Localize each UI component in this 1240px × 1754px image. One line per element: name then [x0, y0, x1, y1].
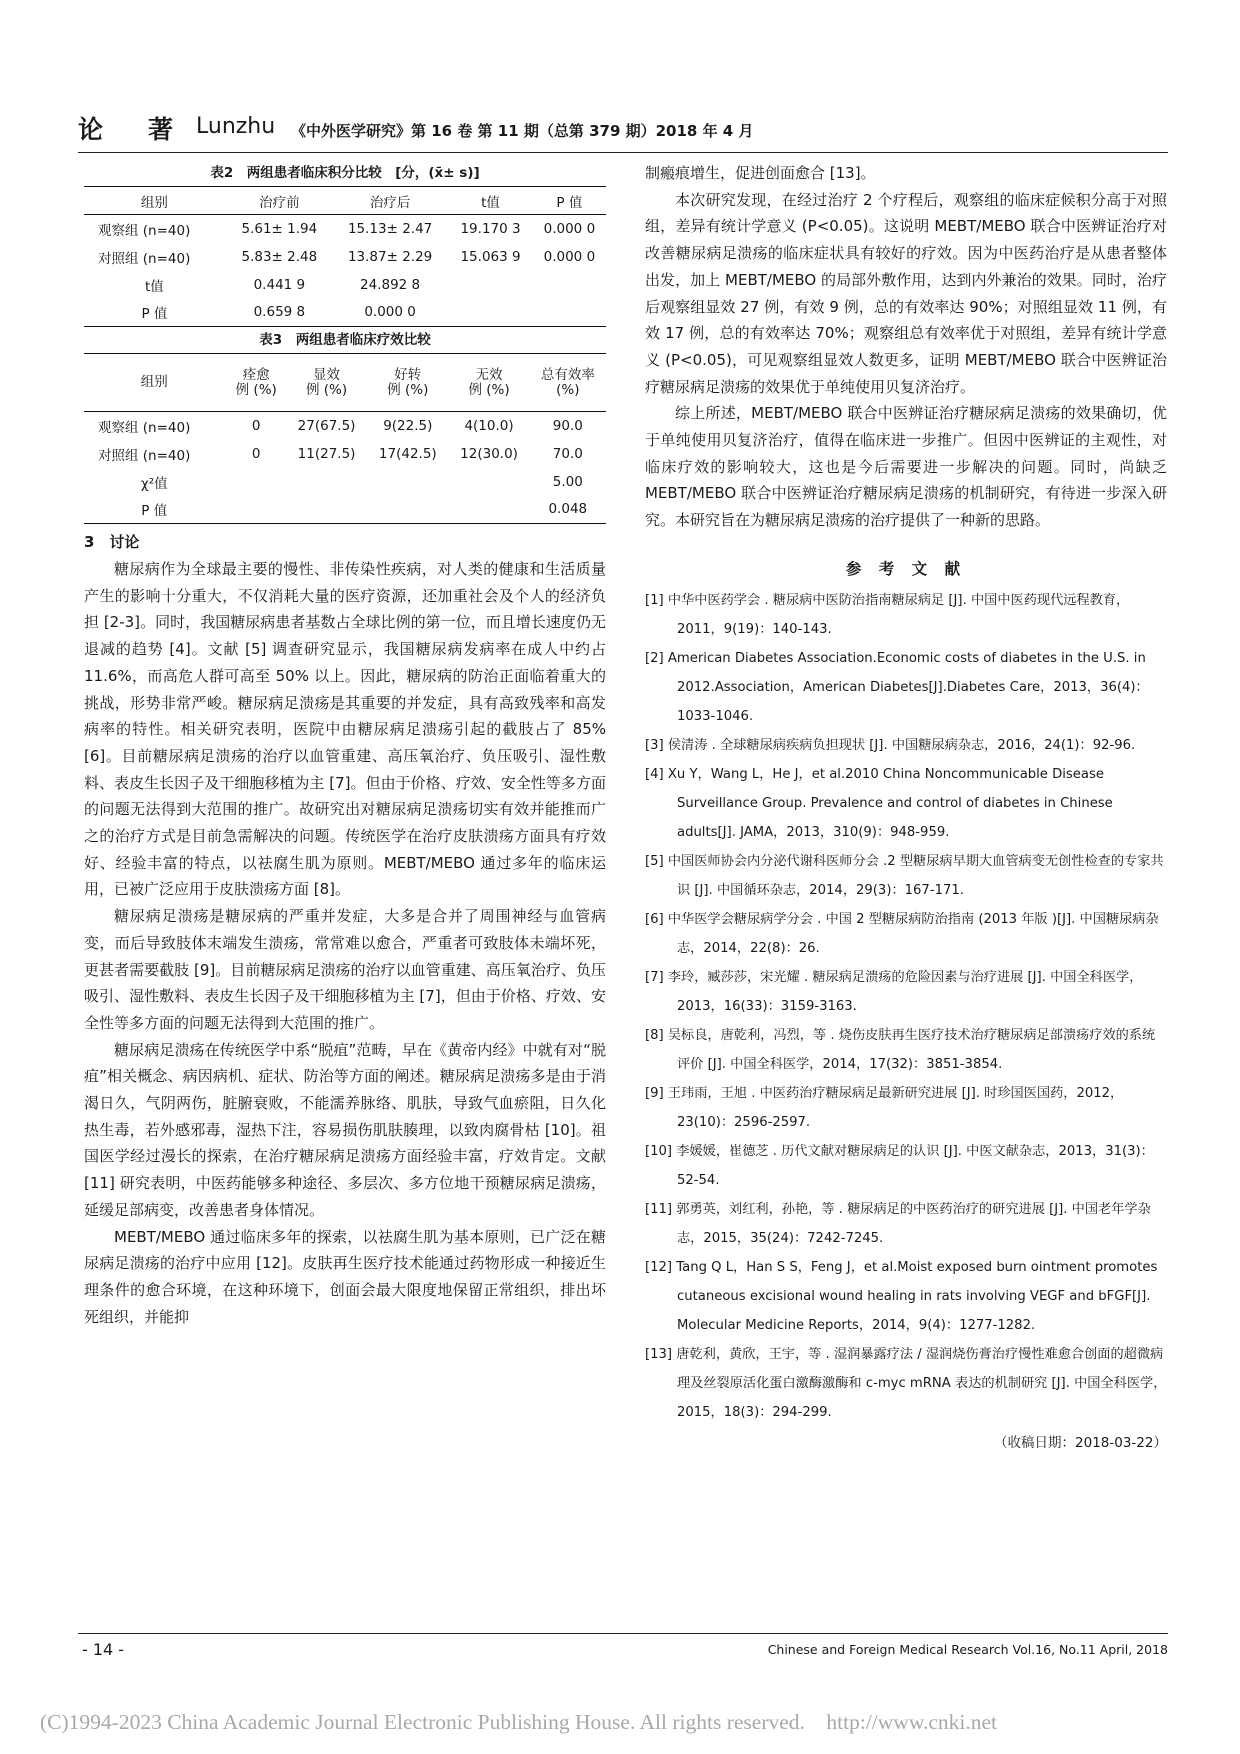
body-paragraph: 综上所述，MEBT/MEBO 联合中医辨证治疗糖尿病足溃疡的效果确切，优于单纯使用贝复济治疗，值得在临床进一步推广。但因中医辨证的主观性，对临床疗效的影响较大，这也是今后需要进一步解决的问题。同时，尚缺乏 MEBT/MEBO 联合中医辨证治疗糖尿病足溃疡的机制研究，有待进一步深入研究。本研究旨在为糖尿病足溃疡的治疗提供了一种新的思路。 — [645, 404, 1167, 530]
table-cell: 15.063 9 — [460, 248, 521, 265]
body-paragraph: 糖尿病足溃疡是糖尿病的严重并发症，大多是合并了周围神经与血管病变，而后导致肢体末端发生溃疡，常常难以愈合，严重者可致肢体未端坏死，更甚者需要截肢 [9]。目前糖尿病足溃疡的治疗以血管重建、高压氧治疗、负压吸引、湿性敷料、表皮生长因子及干细胞移植为主 [7]，但由于价格、疗效、安全性等多方面的问题无法得到大范围的推广。 — [84, 907, 606, 1032]
reference-list — [645, 586, 1167, 1427]
table-cell — [286, 468, 367, 496]
reference-item: [11] 郭勇英，刘红利，孙艳，等 . 糖尿病足的中医药治疗的研究进展 [J]. 中国老年学杂志，2015，35(24)：7242-7245. — [645, 1201, 1151, 1246]
reference-item: [3] 侯清涛 . 全球糖尿病疾病负担现状 [J]. 中国糖尿病杂志，2016，24(1)：92-96. — [645, 737, 1136, 753]
received-date: （收稿日期：2018-03-22） — [994, 1434, 1167, 1451]
table-cell: P 值 — [141, 306, 168, 323]
journal-citation: 《中外医学研究》第 16 卷 第 11 期（总第 379 期）2018 年 4 月 — [291, 122, 754, 140]
table-cell: 12(30.0) — [460, 445, 518, 462]
reference-item: [4] Xu Y，Wang L，He J，et al.2010 China Noncommunicable Disease Surveillance Group. Prevalence and control of diabetes in Chinese adults[J]. JAMA，2013，310(9)：948-959. — [645, 766, 1113, 840]
table2-header-row — [84, 187, 606, 215]
reference-item: [2] American Diabetes Association.Economic costs of diabetes in the U.S. in 2012.Association，American Diabetes[J].Diabetes Care，2013，36(4)：1033-1046. — [645, 650, 1149, 724]
header-rule — [78, 152, 1168, 153]
table-cell — [533, 299, 606, 327]
table-cell: 11(27.5) — [297, 445, 356, 462]
table-cell: 0.000 0 — [364, 304, 416, 321]
reference-item: [6] 中华医学会糖尿病学分会 . 中国 2 型糖尿病防治指南 (2013 年版 )[J]. 中国糖尿病杂志，2014，22(8)：26. — [645, 911, 1159, 956]
table-cell: 对照组 (n=40) — [98, 447, 191, 464]
right-column — [645, 160, 1167, 1457]
page-number: - 14 - — [82, 1640, 125, 1659]
table-cell — [448, 468, 529, 496]
table-cell: 5.61± 1.94 — [241, 220, 318, 237]
table-cell: 0.441 9 — [253, 276, 306, 293]
reference-item: [13] 唐乾利，黄欣，王宇，等 . 湿润暴露疗法 / 湿润烧伤膏治疗慢性难愈合创面的超微病理及丝裂原活化蛋白激酶激酶和 c-myc mRNA 表达的机制研究 [J]. 中国全科医学，2015，18(3)：294-299. — [645, 1346, 1167, 1420]
table-cell: 70.0 — [552, 445, 583, 462]
table-cell — [533, 271, 606, 299]
section-category: 论 著 — [78, 115, 184, 144]
table-cell — [367, 496, 448, 524]
table2 — [84, 186, 606, 327]
body-paragraph: 制瘢痕增生，促进创面愈合 [13]。 — [645, 164, 876, 182]
table3-header-cell: 组别 — [140, 374, 168, 390]
table-cell: 9(22.5) — [383, 417, 433, 434]
table-cell: 观察组 (n=40) — [98, 222, 191, 239]
body-paragraph: MEBT/MEBO 通过临床多年的探索，以祛腐生肌为基本原则，已广泛在糖尿病足溃疡的治疗中应用 [12]。皮肤再生医疗技术能通过药物形成一种接近生理条件的愈合环境，在这种环境下，创面会最大限度地保留正常组织，排出坏死组织，并能抑 — [84, 1227, 606, 1326]
table-cell — [448, 299, 533, 327]
table3-header-row — [84, 354, 606, 412]
table-cell — [286, 496, 367, 524]
table2-header-cell: 治疗后 — [369, 194, 411, 211]
table-row — [84, 468, 606, 496]
page-header — [78, 110, 1168, 150]
table2-title: 表2 两组患者临床积分比较 [分，(x̄± s)] — [210, 165, 480, 181]
table-cell: 90.0 — [552, 417, 583, 434]
table3-header-cell: 痊愈 例 (%) — [235, 366, 277, 398]
table3-header-cell: 显效 例 (%) — [305, 366, 348, 398]
reference-item: [7] 李玲，臧莎莎，宋光耀 . 糖尿病足溃疡的危险因素与治疗进展 [J]. 中国全科医学，2013，16(33)：3159-3163. — [645, 969, 1143, 1014]
references-heading: 参 考 文 献 — [845, 559, 967, 578]
section-category-en: Lunzhu — [196, 114, 276, 139]
table2-header-cell: P 值 — [556, 194, 583, 211]
table2-header-cell: t值 — [481, 194, 500, 211]
table3-title: 表3 两组患者临床疗效比较 — [259, 332, 431, 348]
table-row — [84, 496, 606, 524]
body-paragraph: 糖尿病足溃疡在传统医学中系“脱疽”范畴，早在《黄帝内经》中就有对“脱疽”相关概念、病因病机、症状、防治等方面的阐述。糖尿病足溃疡多是由于消渴日久，气阴两伤，脏腑衰败，不能濡养脉络、肌肤，导致气血瘀阻，日久化热生毒，若外感邪毒，湿热下注，容易损伤肌肤腠理，以致肉腐骨枯 [10]。祖国医学经过漫长的探索，在治疗糖尿病足溃疡方面经验丰富，疗效肯定。文献 [11] 研究表明，中医药能够多种途径、多层次、多方位地干预糖尿病足溃疡，延缓足部病变，改善患者身体情况。 — [84, 1040, 606, 1219]
table-cell: 19.170 3 — [460, 220, 521, 237]
table-cell — [448, 496, 529, 524]
table3-header-cell: 好转 例 (%) — [387, 366, 429, 398]
table-cell: 24.892 8 — [360, 276, 421, 293]
table3-header-cell: 总有效率 (%) — [540, 366, 595, 398]
reference-item: [12] Tang Q L，Han S S，Feng J，et al.Moist exposed burn ointment promotes cutaneous excisional wound healing in rats involving VEGF and bFGF[J]. Molecular Medicine Reports，2014，9(4)：1277-1282. — [645, 1259, 1158, 1333]
table-cell: χ²值 — [140, 475, 168, 492]
table-row — [84, 271, 606, 299]
left-column — [84, 160, 606, 1330]
reference-item: [1] 中华中医药学会 . 糖尿病中医防治指南糖尿病足 [J]. 中国中医药现代远程教育，2011，9(19)：140-143. — [645, 592, 1130, 637]
table-cell: 5.00 — [552, 473, 583, 490]
body-paragraph: 糖尿病作为全球最主要的慢性、非传染性疾病，对人类的健康和生活质量产生的影响十分重大，不仅消耗大量的医疗资源，还加重社会及个人的经济负担 [2-3]。同时，我国糖尿病患者基数占全球比例的第一位，而且增长速度仍无退减的趋势 [4]。文献 [5] 调查研究显示，我国糖尿病发病率在成人中约占 11.6%，而高危人群可高至 50% 以上。因此，糖尿病的防治正面临着重大的挑战，形势非常严峻。糖尿病足溃疡是其重要的并发症，具有高致残率和高发病率的特性。相关研究表明，医院中由糖尿病足溃疡引起的截肢占了 85%[6]。目前糖尿病足溃疡的治疗以血管重建、高压氧治疗、负压吸引、湿性敷料、表皮生长因子及干细胞移植为主 [7]。但由于价格、疗效、安全性等多方面的问题无法得到大范围的推广。故研究出对糖尿病足溃疡切实有效并能推而广之的治疗方式是目前急需解决的问题。传统医学在治疗皮肤溃疡方面具有疗效好、经验丰富的特点，以祛腐生肌为原则。MEBT/MEBO 通过多年的临床运用，已被广泛应用于皮肤溃疡方面 [8]。 — [84, 560, 606, 899]
table-cell: 13.87± 2.29 — [347, 248, 433, 265]
table-cell: 0.048 — [548, 501, 588, 518]
table-row — [84, 215, 606, 243]
table-cell: P 值 — [141, 503, 168, 520]
table-cell: 0 — [251, 445, 261, 462]
table-cell: 5.83± 2.48 — [241, 248, 318, 265]
table-row — [84, 299, 606, 327]
table-cell — [448, 271, 533, 299]
table-cell: t值 — [145, 278, 164, 295]
table-cell — [227, 496, 286, 524]
table-cell: 27(67.5) — [297, 417, 356, 434]
reference-item: [8] 吴标良，唐乾利，冯烈，等 . 烧伤皮肤再生医疗技术治疗糖尿病足部溃疡疗效的系统评价 [J]. 中国全科医学，2014，17(32)：3851-3854. — [645, 1027, 1156, 1072]
footer-journal-citation: Chinese and Foreign Medical Research Vol.16, No.11 April, 2018 — [767, 1642, 1168, 1657]
reference-item: [9] 王玮雨，王旭 . 中医药治疗糖尿病足最新研究进展 [J]. 时珍国医国药，2012，23(10)：2596-2597. — [645, 1085, 1124, 1130]
section-heading-discussion: 3 讨论 — [84, 533, 140, 551]
table-cell: 15.13± 2.47 — [347, 220, 433, 237]
table-row — [84, 440, 606, 468]
table-cell: 4(10.0) — [464, 417, 514, 434]
footer-rule — [78, 1633, 1168, 1634]
table-cell: 0.659 8 — [253, 304, 306, 321]
reference-item: [10] 李媛媛，崔德芝 . 历代文献对糖尿病足的认识 [J]. 中医文献杂志，2013，31(3)：52-54. — [645, 1143, 1154, 1188]
table-cell: 0.000 0 — [543, 220, 596, 237]
reference-item: [5] 中国医师协会内分泌代谢科医师分会 .2 型糖尿病早期大血管病变无创性检查的专家共识 [J]. 中国循环杂志，2014，29(3)：167-171. — [645, 853, 1164, 898]
table3 — [84, 353, 606, 524]
table-cell: 17(42.5) — [378, 445, 437, 462]
table3-header-cell: 无效 例 (%) — [468, 366, 510, 398]
table-cell: 对照组 (n=40) — [98, 250, 191, 267]
table-cell — [367, 468, 448, 496]
copyright-notice: (C)1994-2023 China Academic Journal Electronic Publishing House. All rights reserved. http://www.cnki.net — [40, 1710, 997, 1734]
table-cell — [227, 468, 286, 496]
table2-header-cell: 治疗前 — [259, 194, 300, 211]
table2-header-cell: 组别 — [140, 194, 168, 211]
table-cell: 0 — [251, 417, 261, 434]
table-row — [84, 412, 606, 440]
table-cell: 0.000 0 — [543, 248, 596, 265]
body-paragraph: 本次研究发现，在经过治疗 2 个疗程后，观察组的临床症候积分高于对照组，差异有统计学意义 (P<0.05)。这说明 MEBT/MEBO 联合中医辨证治疗对改善糖尿病足溃疡的临床症状具有较好的疗效。因为中医药治疗是从患者整体出发，加上 MEBT/MEBO 的局部外敷作用，达到内外兼治的效果。同时，治疗后观察组显效 27 例，有效 9 例，总的有效率达 90%；对照组显效 11 例，有效 17 例，总的有效率达 70%；观察组总有效率优于对照组，差异有统计学意义 (P<0.05)，可见观察组显效人数更多，证明 MEBT/MEBO 联合中医辨证治疗糖尿病足溃疡的效果优于单纯使用贝复济治疗。 — [645, 190, 1167, 396]
table-row — [84, 243, 606, 271]
table-cell: 观察组 (n=40) — [98, 419, 191, 436]
